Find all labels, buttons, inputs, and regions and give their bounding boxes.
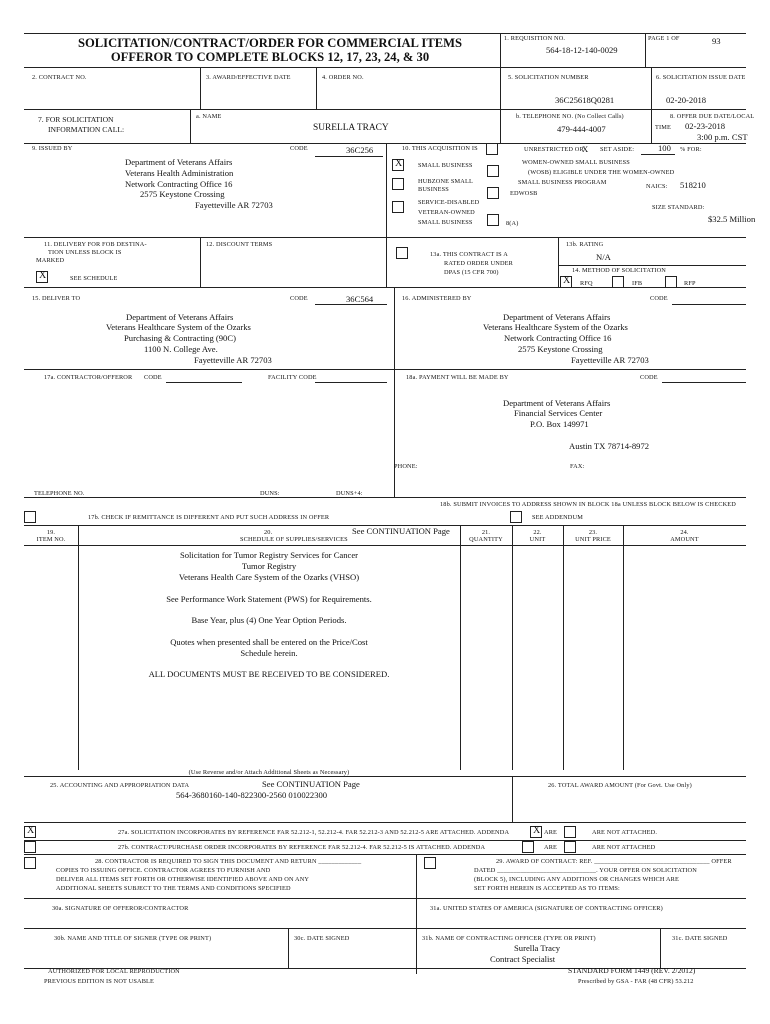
page-total: 93	[712, 36, 721, 46]
clause-28-line3: DELIVER ALL ITEMS SET FORTH OR OTHERWISE IDENTIFIED ABOVE AND ON ANY	[56, 876, 310, 883]
payment-address-3: P.O. Box 149971	[530, 419, 589, 429]
size-standard-value[interactable]: $32.5 Million	[708, 214, 756, 224]
offer-due-date[interactable]: 02-23-2018	[685, 121, 726, 131]
deliver-to-address-5: Fayetteville AR 72703	[194, 355, 272, 365]
footer-prescribed: Prescribed by GSA - FAR (48 CFR) 53.212	[578, 978, 694, 985]
27b-checkbox[interactable]	[24, 841, 36, 853]
accounting-value[interactable]: 564-3680160-140-822300-2560 010022300	[176, 790, 328, 800]
deliver-to-code-value[interactable]: 36C564	[346, 294, 374, 304]
solicitation-no-label: 5. SOLICITATION NUMBER	[508, 74, 589, 81]
contract-no-label: 2. CONTRACT NO.	[32, 74, 87, 81]
sdvosb-label-1: SERVICE-DISABLED	[418, 199, 480, 206]
contractor-code-label: CODE	[144, 374, 162, 381]
deliver-to-address-1: Department of Veterans Affairs	[126, 312, 234, 322]
schedule-desc-5: Base Year, plus (4) One Year Option Periods.	[191, 615, 347, 625]
set-aside-percent[interactable]: 100	[658, 143, 671, 153]
clause-28-line2: COPIES TO ISSUING OFFICE. CONTRACTOR AGREES TO FURNISH AND	[56, 867, 271, 874]
27a-are-not-checkbox[interactable]	[564, 826, 576, 838]
rated-order-label-3: DPAS (15 CFR 700)	[444, 269, 499, 276]
rating-label: 13b. RATING	[566, 241, 604, 248]
solicitation-info-label-2: INFORMATION CALL:	[48, 125, 125, 134]
award-date-label: 3. AWARD/EFFECTIVE DATE	[206, 74, 291, 81]
officer-name-label: 31b. NAME OF CONTRACTING OFFICER (TYPE OR PRINT)	[422, 935, 596, 942]
issue-date-label: 6. SOLICITATION ISSUE DATE	[656, 74, 746, 81]
contractor-label: 17a. CONTRACTOR/OFFEROR	[44, 374, 133, 381]
set-aside-label: SET ASIDE:	[600, 146, 635, 153]
telephone-label: TELEPHONE NO.	[34, 490, 85, 497]
28-checkbox[interactable]	[24, 857, 36, 869]
issued-by-address-2: Veterans Health Administration	[125, 168, 234, 178]
issue-date-value[interactable]: 02-20-2018	[666, 95, 707, 105]
footer-auth: AUTHORIZED FOR LOCAL REPRODUCTION	[48, 968, 180, 975]
unit-price-header-2: UNIT PRICE	[575, 536, 611, 543]
27b-are-not-label: ARE NOT ATTACHED	[592, 844, 656, 851]
see-schedule-label: SEE SCHEDULE	[70, 275, 118, 282]
order-no-label: 4. ORDER NO.	[322, 74, 364, 81]
sdvosb-checkbox[interactable]	[392, 201, 404, 213]
deliver-to-address-4: 1100 N. College Ave.	[144, 344, 218, 354]
method-label: 14. METHOD OF SOLICITATION	[572, 267, 666, 274]
administered-by-address-2: Veterans Healthcare System of the Ozarks	[483, 322, 628, 332]
fob-label-2: TION UNLESS BLOCK IS	[48, 249, 122, 256]
submit-invoices-label: 18b. SUBMIT INVOICES TO ADDRESS SHOWN IN BLOCK 18a UNLESS BLOCK BELOW IS CHECKED	[440, 501, 736, 508]
small-business-label: SMALL BUSINESS	[418, 162, 473, 169]
clause-28-line1: 28. CONTRACTOR IS REQUIRED TO SIGN THIS DOCUMENT AND RETURN _____________	[95, 858, 362, 865]
quantity-header-2: QUANTITY	[469, 536, 503, 543]
payment-phone-label: PHONE:	[394, 463, 418, 470]
clause-29-line3: (BLOCK 5), INCLUDING ANY ADDITIONS OR CHANGES WHICH ARE	[474, 876, 680, 883]
sdvosb-label-2: VETERAN-OWNED	[418, 209, 475, 216]
supplies-header-1: 20.	[264, 529, 273, 536]
offer-due-time-label: TIME	[655, 124, 671, 131]
issued-by-code-value[interactable]: 36C256	[346, 145, 374, 155]
wosb-label-3: SMALL BUSINESS PROGRAM	[518, 179, 607, 186]
page-label: PAGE 1 OF	[648, 35, 680, 42]
administered-by-address-5: Fayetteville AR 72703	[571, 355, 649, 365]
29-checkbox[interactable]	[424, 857, 436, 869]
clause-27a: 27a. SOLICITATION INCORPORATES BY REFERENCE FAR 52.212-1, 52.212-4. FAR 52.212-3 AND 52.212-5 ARE ATTACHED. ADDENDA	[118, 829, 510, 836]
officer-name-value[interactable]: Surella Tracy	[514, 943, 561, 953]
item-no-header-1: 19.	[46, 529, 56, 536]
naics-label: NAICS:	[646, 183, 668, 190]
clause-27b: 27b. CONTRACT/PURCHASE ORDER INCORPORATES BY REFERENCE FAR 52.212-4. FAR 52.212-5 IS ATTACHED. ADDENDA	[118, 844, 486, 851]
see-addendum-label: SEE ADDENDUM	[532, 514, 583, 521]
accounting-label: 25. ACCOUNTING AND APPROPRIATION DATA	[50, 782, 190, 789]
edwosb-label: EDWOSB	[510, 190, 538, 197]
administered-by-code-label: CODE	[650, 295, 668, 302]
small-business-x: X	[395, 158, 403, 169]
issued-by-address-3: Network Contracting Office 16	[125, 179, 233, 189]
acquisition-checkbox[interactable]	[486, 143, 498, 155]
rating-value: N/A	[596, 252, 611, 262]
form-title-line1: SOLICITATION/CONTRACT/ORDER FOR COMMERCIAL ITEMS	[77, 36, 463, 50]
remittance-checkbox[interactable]	[24, 511, 36, 523]
contact-name-label: a. NAME	[196, 113, 222, 120]
see-addendum-checkbox[interactable]	[510, 511, 522, 523]
administered-by-address-4: 2575 Keystone Crossing	[518, 344, 603, 354]
requisition-value[interactable]: 564-18-12-140-0029	[546, 45, 618, 55]
offeror-date-label: 30c. DATE SIGNED	[294, 935, 350, 942]
reverse-note: (Use Reverse and/or Attach Additional Sheets as Necessary)	[188, 769, 350, 776]
amount-header-2: AMOUNT	[670, 536, 699, 543]
deliver-to-address-2: Veterans Healthcare System of the Ozarks	[106, 322, 251, 332]
edwosb-checkbox[interactable]	[487, 187, 499, 199]
rfp-label: RFP	[684, 280, 696, 287]
clause-28-line4: ADDITIONAL SHEETS SUBJECT TO THE TERMS AND CONDITIONS SPECIFIED	[56, 885, 291, 892]
sdvosb-label-3: SMALL BUSINESS	[418, 219, 473, 226]
schedule-desc-6: Quotes when presented shall be entered on the Price/Cost	[170, 637, 368, 647]
footer-form: STANDARD FORM 1449 (REV. 2/2012)	[568, 966, 696, 975]
accounting-continuation: See CONTINUATION Page	[262, 779, 360, 789]
contact-name-value[interactable]: SURELLA TRACY	[313, 123, 389, 133]
signer-name-label: 30b. NAME AND TITLE OF SIGNER (TYPE OR PRINT)	[54, 935, 212, 942]
27b-are-label: ARE	[544, 844, 558, 851]
administered-by-address-1: Department of Veterans Affairs	[503, 312, 611, 322]
wosb-checkbox[interactable]	[487, 165, 499, 177]
27a-are-x: X	[533, 825, 541, 836]
hubzone-label-1: HUBZONE SMALL	[418, 178, 473, 185]
unrestricted-label: UNRESTRICTED OR	[524, 146, 584, 153]
officer-date-label: 31c. DATE SIGNED	[672, 935, 728, 942]
discount-terms-label: 12. DISCOUNT TERMS	[206, 241, 273, 248]
issued-by-address-1: Department of Veterans Affairs	[125, 157, 233, 167]
rfq-label: RFQ	[580, 280, 593, 287]
supplies-header-2: SCHEDULE OF SUPPLIES/SERVICES	[240, 536, 348, 543]
issued-by-address-4: 2575 Keystone Crossing	[140, 189, 225, 199]
total-award-label: 26. TOTAL AWARD AMOUNT (For Govt. Use Only)	[548, 782, 692, 789]
schedule-desc-1: Solicitation for Tumor Registry Services for Cancer	[179, 550, 359, 560]
deliver-to-label: 15. DELIVER TO	[32, 295, 81, 302]
contact-phone-label: b. TELEPHONE NO. (No Collect Calls)	[516, 113, 624, 120]
hubzone-label-2: BUSINESS	[418, 186, 449, 193]
27b-are-checkbox[interactable]	[522, 841, 534, 853]
27b-are-not-checkbox[interactable]	[564, 841, 576, 853]
offer-due-time[interactable]: 3:00 p.m. CST	[697, 132, 748, 142]
ifb-checkbox[interactable]	[612, 276, 624, 288]
amount-header-1: 24.	[680, 529, 689, 536]
remittance-label: 17b. CHECK IF REMITTANCE IS DIFFERENT AND PUT SUCH ADDRESS IN OFFER	[88, 514, 330, 521]
rfq-x: X	[563, 275, 571, 286]
payment-fax-label: FAX:	[570, 463, 585, 470]
solicitation-info-label: 7. FOR SOLICITATION	[38, 115, 114, 124]
wosb-label-1: WOMEN-OWNED SMALL BUSINESS	[522, 159, 630, 166]
fob-label-1: 11. DELIVERY FOR FOB DESTINA-	[44, 241, 147, 248]
item-no-header-2: ITEM NO.	[36, 536, 66, 543]
ifb-label: IFB	[632, 280, 643, 287]
form-title-line2: OFFEROR TO COMPLETE BLOCKS 12, 17, 23, 24, & 30	[110, 50, 430, 64]
issued-by-address-5: Fayetteville AR 72703	[195, 200, 273, 210]
solicitation-no-value[interactable]: 36C25618Q0281	[555, 95, 615, 105]
rated-order-label-1: 13a. THIS CONTRACT IS A	[430, 251, 508, 258]
issued-by-label: 9. ISSUED BY	[32, 145, 73, 152]
see-schedule-x: X	[39, 270, 47, 281]
signature-officer-label: 31a. UNITED STATES OF AMERICA (SIGNATURE OF CONTRACTING OFFICER)	[430, 905, 663, 912]
schedule-desc-3: Veterans Health Care System of the Ozarks (VHSO)	[178, 572, 360, 582]
schedule-desc-7: Schedule herein.	[240, 648, 298, 658]
fob-label-3: MARKED	[36, 257, 65, 264]
unit-price-header-1: 23.	[588, 529, 598, 536]
officer-title-value[interactable]: Contract Specialist	[490, 954, 556, 964]
27a-are-not-label: ARE NOT ATTACHED.	[592, 829, 658, 836]
rated-order-label-2: RATED ORDER UNDER	[444, 260, 514, 267]
deliver-to-code-label: CODE	[290, 295, 308, 302]
acquisition-label: 10. THIS ACQUISITION IS	[402, 145, 478, 152]
facility-code-label: FACILITY CODE	[268, 374, 317, 381]
payment-address-2: Financial Services Center	[514, 408, 603, 418]
unrestricted-checkmark: X	[582, 144, 589, 154]
unit-header-1: 22.	[533, 529, 542, 536]
8a-checkbox[interactable]	[487, 214, 499, 226]
quantity-header-1: 21.	[481, 529, 491, 536]
naics-value[interactable]: 518210	[680, 180, 706, 190]
rated-order-checkbox[interactable]	[396, 247, 408, 259]
schedule-desc-2: Tumor Registry	[241, 561, 297, 571]
unit-header-2: UNIT	[529, 536, 546, 543]
percent-for-label: % FOR:	[680, 146, 702, 153]
offer-due-label: 8. OFFER DUE DATE/LOCAL	[670, 113, 755, 120]
payment-code-label: CODE	[640, 374, 658, 381]
payment-label: 18a. PAYMENT WILL BE MADE BY	[406, 374, 509, 381]
hubzone-checkbox[interactable]	[392, 178, 404, 190]
administered-by-label: 16. ADMINISTERED BY	[402, 295, 472, 302]
duns-label: DUNS:	[260, 490, 280, 497]
requisition-label: 1. REQUISITION NO.	[504, 35, 566, 42]
rfp-checkbox[interactable]	[665, 276, 677, 288]
schedule-continuation: See CONTINUATION Page	[352, 526, 450, 536]
payment-address-1: Department of Veterans Affairs	[503, 398, 611, 408]
27a-are-label: ARE	[544, 829, 558, 836]
payment-city: Austin TX 78714-8972	[569, 441, 650, 451]
schedule-desc-4: See Performance Work Statement (PWS) for Requirements.	[166, 594, 372, 604]
footer-prev: PREVIOUS EDITION IS NOT USABLE	[44, 978, 155, 985]
contact-phone-value[interactable]: 479-444-4007	[557, 124, 606, 134]
clause-29-line2: DATED ______________________________. YOUR OFFER ON SOLICITATION	[474, 867, 697, 874]
duns4-label: DUNS+4:	[336, 490, 363, 497]
schedule-desc-8: ALL DOCUMENTS MUST BE RECEIVED TO BE CONSIDERED.	[148, 669, 390, 679]
clause-29-line1: 29. AWARD OF CONTRACT: REF. ___________________________________ OFFER	[496, 858, 732, 865]
wosb-label-2: (WOSB) ELIGIBLE UNDER THE WOMEN-OWNED	[528, 169, 675, 176]
clause-29-line4: SET FORTH HEREIN IS ACCEPTED AS TO ITEMS:	[474, 885, 620, 892]
27a-x: X	[27, 825, 35, 836]
size-standard-label: SIZE STANDARD:	[652, 204, 705, 211]
8a-label: 8(A)	[506, 220, 519, 227]
administered-by-address-3: Network Contracting Office 16	[504, 333, 612, 343]
signature-offeror-label: 30a. SIGNATURE OF OFFEROR/CONTRACTOR	[52, 905, 189, 912]
issued-by-code-label: CODE	[290, 145, 308, 152]
deliver-to-address-3: Purchasing & Contracting (90C)	[124, 333, 236, 343]
